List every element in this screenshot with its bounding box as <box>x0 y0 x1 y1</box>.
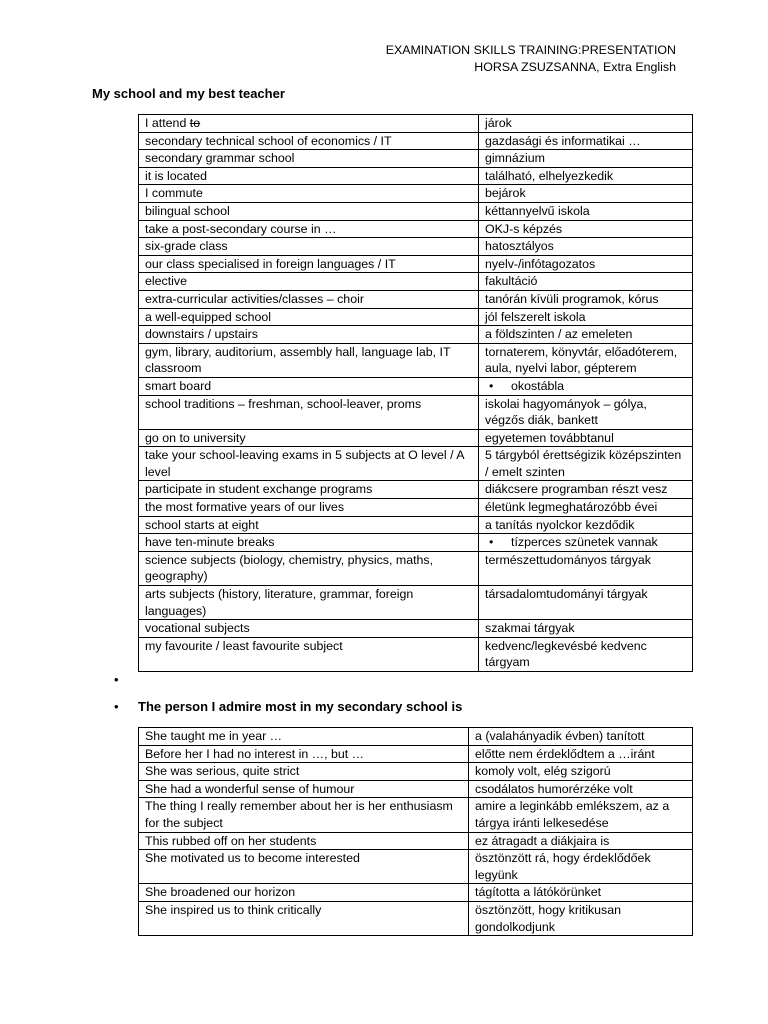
hungarian-translation-cell: szakmai tárgyak <box>479 620 693 638</box>
header-line-2: HORSA ZSUZSANNA, Extra English <box>474 60 676 74</box>
table-row <box>139 481 693 499</box>
table-row <box>139 132 693 150</box>
document-title: My school and my best teacher <box>92 86 285 101</box>
hungarian-translation-cell: ez átragadt a diákjaira is <box>469 832 693 850</box>
list-bullet: • <box>489 378 494 393</box>
section-title-teacher: The person I admire most in my secondary school is <box>138 699 463 714</box>
hungarian-translation-cell: ösztönzött, hogy kritikusan gondolkodjunk <box>469 901 693 935</box>
table-row <box>139 780 693 798</box>
table-row <box>139 516 693 534</box>
english-term-cell: She motivated us to become interested <box>139 850 469 884</box>
hungarian-translation-cell: csodálatos humorérzéke volt <box>469 780 693 798</box>
table-row <box>139 832 693 850</box>
hungarian-translation-cell: előtte nem érdeklődtem a …iránt <box>469 745 693 763</box>
vocabulary-table-teacher <box>138 727 693 936</box>
table-row <box>139 185 693 203</box>
table-row <box>139 901 693 935</box>
table-row <box>139 637 693 671</box>
english-term-cell: Before her I had no interest in …, but … <box>139 745 469 763</box>
english-term-cell: secondary grammar school <box>139 150 479 168</box>
hungarian-translation-cell: gazdasági és informatikai … <box>479 132 693 150</box>
english-term-cell: gym, library, auditorium, assembly hall, language lab, IT classroom <box>139 343 479 377</box>
hungarian-translation-cell: OKJ-s képzés <box>479 220 693 238</box>
english-term-cell: go on to university <box>139 429 479 447</box>
english-term-cell: six-grade class <box>139 238 479 256</box>
hungarian-translation-cell: gimnázium <box>479 150 693 168</box>
hungarian-translation-cell: iskolai hagyományok – gólya, végzős diák, bankett <box>479 395 693 429</box>
table-row <box>139 326 693 344</box>
hungarian-translation-cell <box>479 534 693 552</box>
english-term-cell: my favourite / least favourite subject <box>139 637 479 671</box>
term-text: I attend <box>145 116 190 130</box>
hungarian-translation-cell: természettudományos tárgyak <box>479 551 693 585</box>
hungarian-translation-cell: egyetemen továbbtanul <box>479 429 693 447</box>
empty-bullet: • <box>114 672 119 687</box>
hungarian-translation-cell: 5 tárgyból érettségizik középszinten / emelt szinten <box>479 447 693 481</box>
english-term-cell: a well-equipped school <box>139 308 479 326</box>
hungarian-translation-cell: jól felszerelt iskola <box>479 308 693 326</box>
english-term-cell: arts subjects (history, literature, grammar, foreign languages) <box>139 586 479 620</box>
hungarian-translation-cell: diákcsere programban részt vesz <box>479 481 693 499</box>
table-row <box>139 763 693 781</box>
table-row <box>139 551 693 585</box>
english-term-cell: She had a wonderful sense of humour <box>139 780 469 798</box>
table-row <box>139 620 693 638</box>
translation-text: okostábla <box>511 378 565 393</box>
table-row <box>139 850 693 884</box>
english-term-cell: This rubbed off on her students <box>139 832 469 850</box>
table-row <box>139 150 693 168</box>
table-row <box>139 273 693 291</box>
table-row <box>139 447 693 481</box>
hungarian-translation-cell: bejárok <box>479 185 693 203</box>
hungarian-translation-cell: amire a leginkább emlékszem, az a tárgya iránti lelkesedése <box>469 798 693 832</box>
english-term-cell: She taught me in year … <box>139 728 469 746</box>
hungarian-translation-cell: járok <box>479 115 693 133</box>
vocabulary-table-school <box>138 114 693 672</box>
hungarian-translation-cell: tornaterem, könyvtár, előadóterem, aula, nyelvi labor, gépterem <box>479 343 693 377</box>
table-row <box>139 202 693 220</box>
table-row <box>139 586 693 620</box>
english-term-cell: our class specialised in foreign languages / IT <box>139 255 479 273</box>
english-term-cell: the most formative years of our lives <box>139 499 479 517</box>
hungarian-translation-cell: életünk legmeghatározóbb évei <box>479 499 693 517</box>
english-term-cell: it is located <box>139 167 479 185</box>
hungarian-translation-cell: hatosztályos <box>479 238 693 256</box>
table-row <box>139 429 693 447</box>
table-row <box>139 167 693 185</box>
table-row <box>139 377 693 395</box>
table-row <box>139 499 693 517</box>
table-row <box>139 255 693 273</box>
english-term-cell: smart board <box>139 377 479 395</box>
table-row <box>139 395 693 429</box>
table-row <box>139 115 693 133</box>
table-row <box>139 884 693 902</box>
hungarian-translation-cell: társadalomtudományi tárgyak <box>479 586 693 620</box>
english-term-cell: She was serious, quite strict <box>139 763 469 781</box>
table-row <box>139 220 693 238</box>
english-term-cell: vocational subjects <box>139 620 479 638</box>
hungarian-translation-cell: komoly volt, elég szigorú <box>469 763 693 781</box>
english-term-cell <box>139 115 479 133</box>
header-line-1: EXAMINATION SKILLS TRAINING:PRESENTATION <box>385 43 676 57</box>
table-row <box>139 798 693 832</box>
hungarian-translation-cell: tanórán kívüli programok, kórus <box>479 290 693 308</box>
hungarian-translation-cell <box>479 377 693 395</box>
english-term-cell: bilingual school <box>139 202 479 220</box>
hungarian-translation-cell: ösztönzött rá, hogy érdeklődőek legyünk <box>469 850 693 884</box>
hungarian-translation-cell: fakultáció <box>479 273 693 291</box>
english-term-cell: The thing I really remember about her is her enthusiasm for the subject <box>139 798 469 832</box>
struck-word: to <box>189 116 201 130</box>
translation-text: tízperces szünetek vannak <box>511 535 658 550</box>
hungarian-translation-cell: kedvenc/legkevésbé kedvenc tárgyam <box>479 637 693 671</box>
list-bullet: • <box>489 535 494 550</box>
table-row <box>139 238 693 256</box>
table-row <box>139 745 693 763</box>
english-term-cell: downstairs / upstairs <box>139 326 479 344</box>
hungarian-translation-cell: a (valahányadik évben) tanított <box>469 728 693 746</box>
english-term-cell: She broadened our horizon <box>139 884 469 902</box>
table-row <box>139 290 693 308</box>
document-header <box>386 42 676 76</box>
table-row <box>139 534 693 552</box>
english-term-cell: extra-curricular activities/classes – choir <box>139 290 479 308</box>
hungarian-translation-cell: található, elhelyezkedik <box>479 167 693 185</box>
table-row <box>139 728 693 746</box>
hungarian-translation-cell: kéttannyelvű iskola <box>479 202 693 220</box>
english-term-cell: secondary technical school of economics / IT <box>139 132 479 150</box>
section-bullet: • <box>114 699 119 714</box>
table-row <box>139 343 693 377</box>
english-term-cell: I commute <box>139 185 479 203</box>
hungarian-translation-cell: a tanítás nyolckor kezdődik <box>479 516 693 534</box>
english-term-cell: She inspired us to think critically <box>139 901 469 935</box>
table-row <box>139 308 693 326</box>
hungarian-translation-cell: nyelv-/infótagozatos <box>479 255 693 273</box>
english-term-cell: school starts at eight <box>139 516 479 534</box>
hungarian-translation-cell: a földszinten / az emeleten <box>479 326 693 344</box>
english-term-cell: participate in student exchange programs <box>139 481 479 499</box>
english-term-cell: take a post-secondary course in … <box>139 220 479 238</box>
english-term-cell: take your school-leaving exams in 5 subjects at O level / A level <box>139 447 479 481</box>
english-term-cell: science subjects (biology, chemistry, physics, maths, geography) <box>139 551 479 585</box>
hungarian-translation-cell: tágította a látókörünket <box>469 884 693 902</box>
english-term-cell: school traditions – freshman, school-leaver, proms <box>139 395 479 429</box>
english-term-cell: have ten-minute breaks <box>139 534 479 552</box>
english-term-cell: elective <box>139 273 479 291</box>
